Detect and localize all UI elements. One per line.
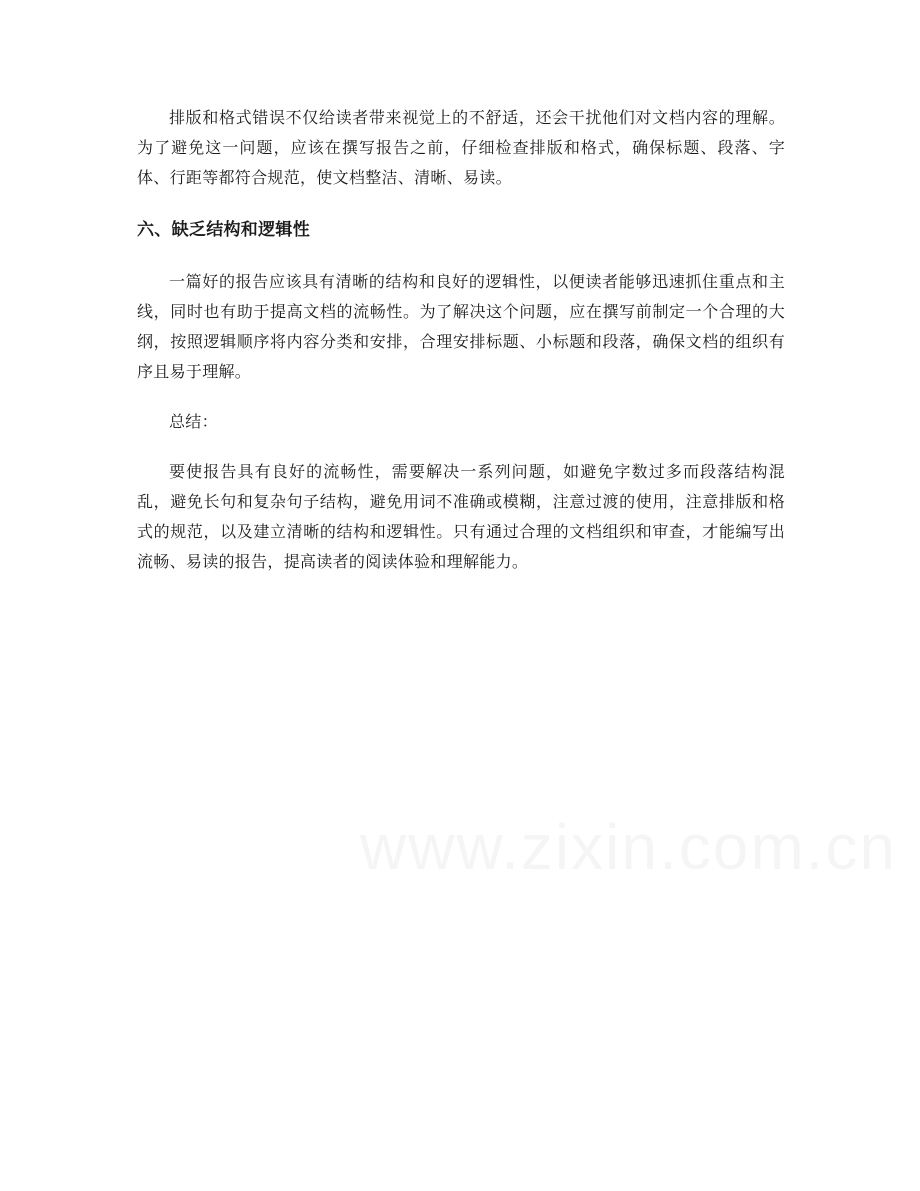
document-body xyxy=(137,103,785,577)
spacer xyxy=(137,193,785,215)
section-heading-six: 六、缺乏结构和逻辑性 xyxy=(137,220,310,240)
paragraph-structure: 一篇好的报告应该具有清晰的结构和良好的逻辑性，以便读者能够迅速抓住重点和主线，同时也有助于提高文档的流畅性。为了解决这个问题，应在撰写前制定一个合理的大纲，按照逻辑顺序将内容分类和安排，合理安排标题、小标题和段落，确保文档的组织有序且易于理解。 xyxy=(137,272,785,381)
spacer xyxy=(137,387,785,407)
watermark xyxy=(360,810,897,884)
summary-label: 总结： xyxy=(169,412,218,431)
spacer xyxy=(137,437,785,457)
spacer xyxy=(137,245,785,267)
paragraph-summary: 要使报告具有良好的流畅性，需要解决一系列问题，如避免字数过多而段落结构混乱，避免长句和复杂句子结构，避免用词不准确或模糊，注意过渡的使用，注意排版和格式的规范，以及建立清晰的结构和逻辑性。只有通过合理的文档组织和审查，才能编写出流畅、易读的报告，提高读者的阅读体验和理解能力。 xyxy=(137,462,785,571)
paragraph-formatting: 排版和格式错误不仅给读者带来视觉上的不舒适，还会干扰他们对文档内容的理解。为了避免这一问题，应该在撰写报告之前，仔细检查排版和格式，确保标题、段落、字体、行距等都符合规范，使文档整洁、清晰、易读。 xyxy=(137,108,785,187)
